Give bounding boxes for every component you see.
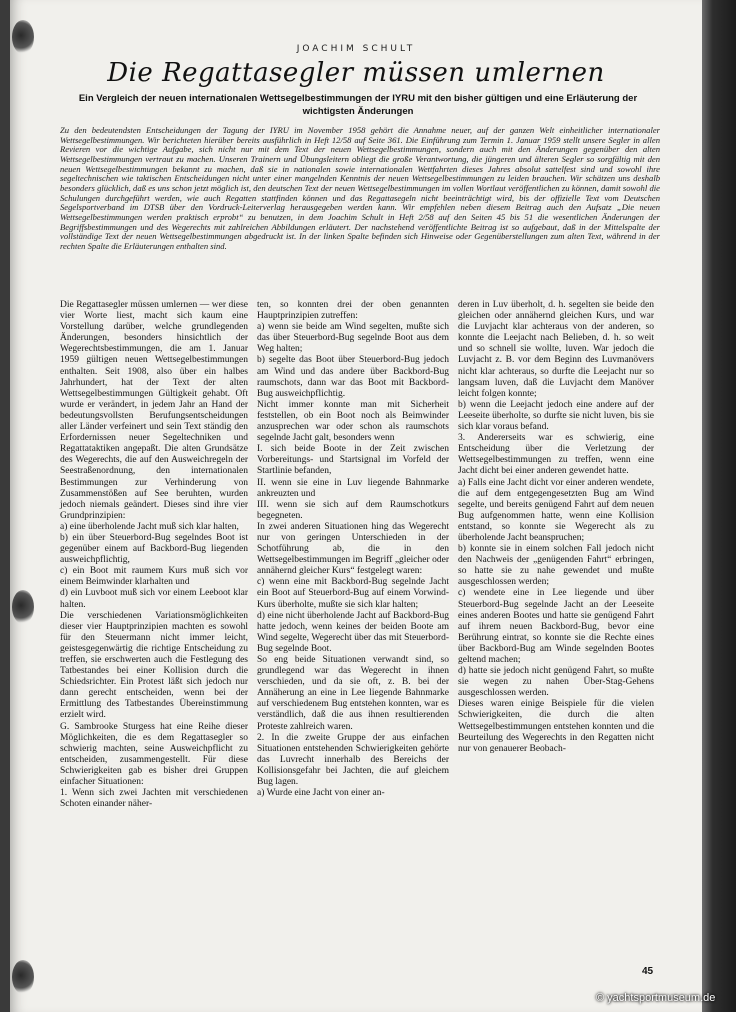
- book-spine: [700, 0, 736, 1012]
- text-column-left: [60, 300, 248, 810]
- paragraph: G. Sambrooke Sturgess hat eine Reihe dieser Möglichkeiten, die es dem Regattasegler so schwierig machten, seine Ausweichpflicht zu entscheiden, zusammengestellt. Für diese Schwierigkeiten gab es bisher drei Gruppen einfacher Situationen:: [60, 721, 248, 788]
- page-number: 45: [642, 966, 654, 977]
- article-author: JOACHIM SCHULT: [296, 44, 416, 54]
- paragraph: Die verschiedenen Variationsmöglichkeiten dieser vier Hauptprinzipien machten es sowohl für den Steuermann nicht immer leicht, geistesgegenwärtig die richtige Entscheidung zu treffen, sie erschwerten auch die Festlegung des Tatbestandes bei einer Kollision durch die Schiedsrichter. Ein Protest läßt sich jedoch nur dann gerecht entscheiden, wenn bei der Ermittlung des Tatbestandes Übereinstimmung erzielt wird.: [60, 610, 248, 721]
- paragraph: So eng beide Situationen verwandt sind, so grundlegend war das Wegerecht in ihnen verschieden, und da sie oft, z. B. bei der Annäherung an eine in Lee liegende Bahnmarke auf verschiedenem Bug entstehen konnten, war es verständlich, daß die aus ihnen resultierenden Proteste zahlreich waren.: [257, 655, 449, 732]
- paragraph: II. wenn sie eine in Luv liegende Bahnmarke ankreuzten und: [257, 477, 449, 499]
- binding-holes: [10, 0, 50, 1012]
- paragraph: d) eine nicht überholende Jacht auf Backbord-Bug hatte jedoch, wenn keines der beiden Boote am Wind segelte, Wegerecht über das mit Steuerbord-Bug segelnde Boot.: [257, 610, 449, 654]
- paragraph: a) Wurde eine Jacht von einer an-: [257, 788, 385, 799]
- paragraph: ten, so konnten drei der oben genannten Hauptprinzipien zutreffen:: [257, 300, 449, 322]
- paragraph: b) ein über Steuerbord-Bug segelndes Boot ist gegenüber einem auf Backbord-Bug liegenden ausweichpflichtig,: [60, 532, 248, 566]
- paragraph: deren in Luv überholt, d. h. segelten sie beide den gleichen oder annähernd gleichen Kurs, und war die Luvjacht klar achteraus von der anderen, so konnte die Leejacht nach Belieben, d. h. so weit und so schnell sie wollte, luven. War jedoch die Luvjacht z. B. vor dem Beginn des Luvmanövers nicht klar achteraus, so durfte die Leejacht nur so langsam luven, daß die Luvjacht dem Manöver leicht folgen konnte;: [458, 300, 654, 399]
- paragraph: 1. Wenn sich zwei Jachten mit verschiedenen Schoten einander näher-: [60, 788, 248, 810]
- paragraph: a) wenn sie beide am Wind segelten, mußte sich das über Steuerbord-Bug segelnde Boot aus dem Weg halten;: [257, 322, 449, 355]
- paragraph: c) wendete eine in Lee liegende und über Steuerbord-Bug segelnde Jacht an der Leeseite eines anderen Bootes und hatte sie genügend Fahrt auf ihrem neuen Backbord-Bug, bevor eine Berührung eintrat, so konnte sie die Rechte eines über Backbord-Bug am Winde segelnden Bootes geltend machen;: [458, 588, 654, 665]
- paragraph: b) konnte sie in einem solchen Fall jedoch nicht den Nachweis der „genügenden Fahrt“ erbringen, so hatte sie zu nahe gewendet und mußte ausgeschlossen werden;: [458, 544, 654, 588]
- copyright-watermark: © yachtsportmuseum.de: [596, 992, 716, 1004]
- paragraph: III. wenn sie sich auf dem Raumschotkurs begegneten.: [257, 499, 449, 521]
- paragraph: Nicht immer konnte man mit Sicherheit feststellen, ob ein Boot noch als Beimwinder anzusprechen war oder schon als raumschots segelnde Jacht galt, besonders wenn: [257, 399, 449, 444]
- punch-hole-decoration: [12, 590, 34, 624]
- article-subtitle: Ein Vergleich der neuen internationalen Wettsegelbestimmungen der IYRU mit den bisher gültigen und eine Erläuterung der wichtigsten Änderungen: [78, 93, 638, 117]
- paragraph: a) Falls eine Jacht dicht vor einer anderen wendete, die auf dem entgegengesetzten Bug am Wind segelte, und bereits genügend Fahrt auf dem neuen Bug aufgenommen hatte, wenn eine Kollision entstand, so konnte sie Wegerecht als zu überholende Jacht beanspruchen;: [458, 477, 654, 543]
- paragraph: Dieses waren einige Beispiele für die vielen Schwierigkeiten, die durch die alten Wettsegelbestimmungen entstehen konnten und die Beurteilung des Wegerechts in den Regatten nicht nur von genauerer Beobach-: [458, 699, 654, 754]
- paragraph: 3. Andererseits war es schwierig, eine Entscheidung über die Verletzung der Wettsegelbestimmungen zu treffen, wenn eine Jacht dicht bei einer anderen gewendet hatte.: [458, 433, 654, 477]
- paragraph: d) ein Luvboot muß sich vor einem Leeboot klar halten.: [60, 588, 248, 610]
- punch-hole-decoration: [12, 960, 34, 994]
- paragraph: c) ein Boot mit raumem Kurs muß sich vor einem Beimwinder klarhalten und: [60, 566, 248, 588]
- paragraph: In zwei anderen Situationen hing das Wegerecht nur von geringen Unterschieden in der Schotführung ab, die in den Wettsegelbestimmungen im Begriff „gleicher oder annähernd gleicher Kurs“ festgelegt waren:: [257, 521, 449, 577]
- text-column-middle: [257, 300, 449, 799]
- paragraph: I. sich beide Boote in der Zeit zwischen Vorbereitungs- und Startsignal im Vorfeld der Startlinie befanden,: [257, 444, 449, 477]
- paragraph: d) hatte sie jedoch nicht genügend Fahrt, so mußte sie wegen zu nahen Über-Stag-Gehens ausgeschlossen werden.: [458, 666, 654, 699]
- article-title: Die Regattasegler müssen umlernen: [107, 58, 605, 88]
- paragraph: Die Regattasegler müssen umlernen — wer diese vier Worte liest, macht sich kaum eine Vorstellung darüber, welche grundlegenden Änderungen, besonders hinsichtlich der Wegerechtsbestimmungen, die am 1. Januar 1959 gültigen neuen Wettsegelbestimmungen enthalten. Seit 1908, also über ein halbes Jahrhundert, hat der Text der alten Wettsegelbestimmungen Gültigkeit gehabt. Oft wurde er verändert, in jedem Jahr an Hand der bedeutungsvollsten Berufungsentscheidungen aller Länder verfeinert und sein Text ständig den Erfordernissen neuer Segeltechniken und Regattataktiken angepaßt. Die alten Grundsätze des Wegerechts, die auf den Ausweichregeln der Seestraßenordnung, den internationalen Bestimmungen zur Verhinderung von Zusammenstößen auf See beruhten, wurden jedoch niemals geändert. Dieses sind ihre vier Grundprinzipien:: [60, 300, 248, 521]
- paragraph: 2. In die zweite Gruppe der aus einfachen Situationen entstehenden Schwierigkeiten gehörte das Luvrecht innerhalb des Bereichs der Kollisionsgefahr bei Jachten, die auf gleichem Bug lagen.: [257, 732, 449, 788]
- text-column-right: [458, 300, 654, 755]
- article-intro: Zu den bedeutendsten Entscheidungen der Tagung der IYRU im November 1958 gehört die Annahme neuer, auf der ganzen Welt einheitlicher internationaler Wettsegelbestimmungen. Wir berichteten hierüber bereits ausführlich in Heft 12/58 auf Seite 361. Die Einführung zum Termin 1. Januar 1959 stellt unsere Segler in allen Revieren vor die wichtige Aufgabe, sich nicht nur mit dem Text der neuen Wettsegelbestimmungen, sondern auch mit den Änderungen gegenüber den alten Wettsegelbestimmungen vertraut zu machen. Unseren Trainern und Übungsleitern obliegt die große Verantwortung, die jüngeren und älteren Segler so sorgfältig mit den neuen Wettsegelbestimmungen bekannt zu machen, daß sie in nationalen sowie internationalen Wettfahrten dieses Jahres absolut sattelfest sind und sowohl ihre segeltechnischen wie taktischen Entscheidungen nicht unter einer mangelnden Kenntnis der neuen Wettsegelbestimmungen zu leiden brauchen. Wir schätzen uns deshalb besonders glücklich, daß es uns schon jetzt möglich ist, den deutschen Text der neuen Wettsegelbestimmungen im vollen Wortlaut veröffentlichen zu können, damit sowohl die Schulungen durchgeführt werden, wie auch Regatten stattfinden können und das Regattasegeln nicht beeinträchtigt wird, bis der offizielle Text vom Deutschen Segelsportverband im DTSB über den Vordruck-Leiterverlag herausgegeben werden kann. Wir empfehlen neben diesem Beitrag auch den Aufsatz „Die neuen Wettsegelbestimmungen werden praktisch erprobt“ zu benutzen, in dem Joachim Schult in Heft 2/58 auf den Seiten 45 bis 51 die wesentlichen Änderungen der Begriffsbestimmungen und des Wegerechts mit zahlreichen Abbildungen erläutert. Der nachstehend veröffentlichte Beitrag ist so aufgebaut, daß in der Mittelspalte der vollständige Text der neuen Wettsegelbestimmungen abgedruckt ist. In der linken Spalte befinden sich Hinweise oder Gegenüberstellungen zum alten Text, während in der rechten Spalte die Erläuterungen enthalten sind.: [60, 125, 660, 251]
- paragraph: a) eine überholende Jacht muß sich klar halten,: [60, 521, 239, 532]
- paragraph: b) wenn die Leejacht jedoch eine andere auf der Leeseite überholte, so durfte sie nicht luven, bis sie sich klar voraus befand.: [458, 399, 654, 433]
- magazine-page: [10, 0, 702, 1012]
- paragraph: b) segelte das Boot über Steuerbord-Bug jedoch am Wind und das andere über Backbord-Bug raumschots, dann war das Boot mit Backbord-Bug ausweichpflichtig.: [257, 355, 449, 399]
- paragraph: c) wenn eine mit Backbord-Bug segelnde Jacht ein Boot auf Steuerbord-Bug auf einem Vorwind-Kurs überholte, mußte sie sich klar halten;: [257, 577, 449, 610]
